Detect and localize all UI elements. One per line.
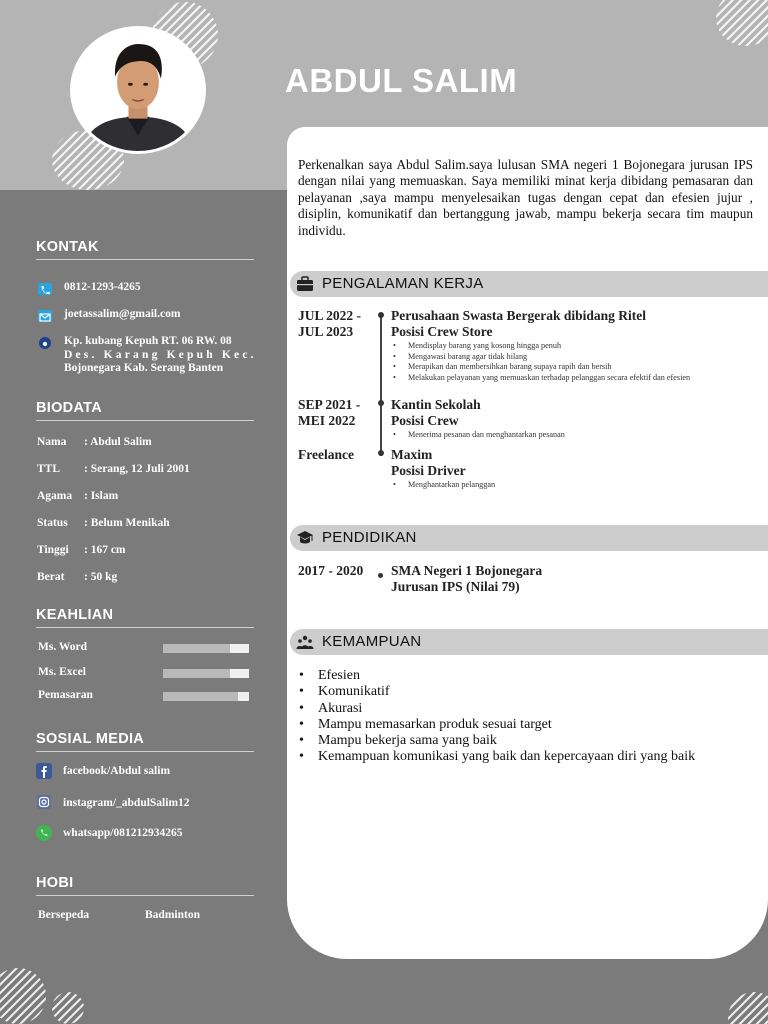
job-company: Maxim xyxy=(391,447,433,462)
skill-bar-fill xyxy=(163,692,238,701)
team-icon xyxy=(296,634,314,650)
bio-value: : Islam xyxy=(84,490,119,502)
job-duty: • Mendisplay barang yang kosong hingga penuh xyxy=(391,341,751,352)
sidebar-heading-skills: KEAHLIAN xyxy=(36,607,254,628)
job-date-start: SEP 2021 - xyxy=(298,397,361,412)
email-icon xyxy=(38,310,52,322)
section-header-experience xyxy=(290,271,768,297)
job-duty: • Menerima pesanan dan menghantarkan pesanan xyxy=(391,430,751,441)
bio-label: Tinggi xyxy=(37,544,69,556)
job-company: Kantin Sekolah xyxy=(391,397,481,412)
job-date-end: JUL 2023 xyxy=(298,324,354,339)
job-duties xyxy=(391,480,751,491)
sidebar-heading-social: SOSIAL MEDIA xyxy=(36,731,254,752)
ability-item: • Komunikatif xyxy=(298,684,758,700)
skill-name: Pemasaran xyxy=(38,689,93,701)
timeline-dot xyxy=(378,450,384,456)
bio-value: : 50 kg xyxy=(84,571,118,583)
contact-phone: 0812-1293-4265 xyxy=(64,281,141,293)
bio-label: TTL xyxy=(37,463,61,475)
abilities-list xyxy=(298,668,758,766)
timeline-dot xyxy=(378,573,383,578)
job-duties xyxy=(391,341,751,383)
sidebar-heading-contact: KONTAK xyxy=(36,239,254,260)
timeline-line xyxy=(380,316,382,456)
job-duty: • Merapikan dan membersihkan barang supaya rapih dan bersih xyxy=(391,362,751,373)
facebook-icon xyxy=(36,763,52,779)
decorative-circle xyxy=(0,968,46,1024)
ability-item: • Kemampuan komunikasi yang baik dan kepercayaan diri yang baik xyxy=(298,749,758,765)
bio-label: Nama xyxy=(37,436,67,448)
decorative-circle xyxy=(728,992,768,1024)
section-title: PENDIDIKAN xyxy=(322,529,417,546)
timeline-dot xyxy=(378,312,384,318)
timeline-dot xyxy=(378,400,384,406)
decorative-circle xyxy=(52,992,84,1024)
bio-label: Agama xyxy=(37,490,73,502)
job-duty: • Menghantarkan pelanggan xyxy=(391,480,751,491)
ability-item: • Efesien xyxy=(298,668,758,684)
section-header-abilities xyxy=(290,629,768,655)
skill-name: Ms. Excel xyxy=(38,666,86,678)
education-years: 2017 - 2020 xyxy=(298,563,364,578)
bio-value: : 167 cm xyxy=(84,544,126,556)
job-date-start: Freelance xyxy=(298,447,354,462)
job-company: Perusahaan Swasta Bergerak dibidang Ritel xyxy=(391,308,647,323)
address-line: Kp. kubang Kepuh RT. 06 RW. 08 xyxy=(64,335,232,347)
social-instagram-link[interactable]: instagram/_abdulSalim12 xyxy=(63,797,190,809)
instagram-icon xyxy=(37,795,51,809)
phone-icon xyxy=(38,283,52,295)
bio-label: Status xyxy=(37,517,68,529)
address-line: Des. Karang Kepuh Kec. xyxy=(64,348,257,361)
skill-bar xyxy=(163,692,249,701)
sidebar-heading-biodata: BIODATA xyxy=(36,400,254,421)
contact-address xyxy=(64,335,257,376)
ability-item: • Akurasi xyxy=(298,701,758,717)
ability-item: • Mampu memasarkan produk sesuai target xyxy=(298,717,758,733)
candidate-name: ABDUL SALIM xyxy=(285,62,518,99)
education-details xyxy=(391,563,751,595)
job-date-end: MEI 2022 xyxy=(298,413,356,428)
job-heading xyxy=(391,397,761,429)
skill-bar-fill xyxy=(163,644,230,653)
job-position: Posisi Crew xyxy=(391,413,459,428)
job-duties xyxy=(391,430,751,441)
job-heading xyxy=(391,447,761,479)
address-line: Bojonegara Kab. Serang Banten xyxy=(64,362,224,374)
job-heading xyxy=(391,308,761,340)
skill-bar-fill xyxy=(163,669,230,678)
hobby-item: Badminton xyxy=(145,909,200,921)
bio-value: : Abdul Salim xyxy=(84,436,152,448)
education-major: Jurusan IPS (Nilai 79) xyxy=(391,579,520,594)
job-date xyxy=(298,397,378,429)
skill-name: Ms. Word xyxy=(38,641,87,653)
whatsapp-icon xyxy=(36,825,52,841)
profile-photo-illustration xyxy=(73,29,203,151)
bio-label: Berat xyxy=(37,571,65,583)
contact-email: joetassalim@gmail.com xyxy=(64,308,181,320)
job-duty: • Mengawasi barang agar tidak hilang xyxy=(391,352,751,363)
job-date xyxy=(298,447,378,463)
bio-value: : Belum Menikah xyxy=(84,517,170,529)
location-icon xyxy=(39,337,51,349)
job-position: Posisi Driver xyxy=(391,463,466,478)
job-date xyxy=(298,308,378,340)
section-header-education xyxy=(290,525,768,551)
social-whatsapp-link[interactable]: whatsapp/081212934265 xyxy=(63,827,183,839)
hobby-item: Bersepeda xyxy=(38,909,90,921)
job-date-start: JUL 2022 - xyxy=(298,308,362,323)
sidebar-heading-hobby: HOBI xyxy=(36,875,254,896)
graduation-cap-icon xyxy=(296,530,314,546)
skill-bar xyxy=(163,669,249,678)
skill-bar xyxy=(163,644,249,653)
ability-item: • Mampu bekerja sama yang baik xyxy=(298,733,758,749)
profile-photo xyxy=(70,26,206,154)
section-title: KEMAMPUAN xyxy=(322,633,422,650)
profile-summary: Perkenalkan saya Abdul Salim.saya lulusan SMA negeri 1 Bojonegara jurusan IPS dengan nilai yang memuaskan. Saya memiliki minat kerja dibidang pemasaran dan pelayanan ,saya mampu menyelesaikan tugas dengan cepat dan efesien jujur , disiplin, komunikatif dan bertanggung jawab, mampu bekerja secara tim maupun individu. xyxy=(298,157,753,238)
job-duty: • Melakukan pelayanan yang memuaskan terhadap pelanggan secara efektif dan efesien xyxy=(391,373,751,384)
section-title: PENGALAMAN KERJA xyxy=(322,275,484,292)
job-position: Posisi Crew Store xyxy=(391,324,493,339)
social-facebook-link[interactable]: facebook/Abdul salim xyxy=(63,765,171,777)
bio-value: : Serang, 12 Juli 2001 xyxy=(84,463,190,475)
education-school: SMA Negeri 1 Bojonegara xyxy=(391,563,543,578)
briefcase-icon xyxy=(296,276,314,292)
